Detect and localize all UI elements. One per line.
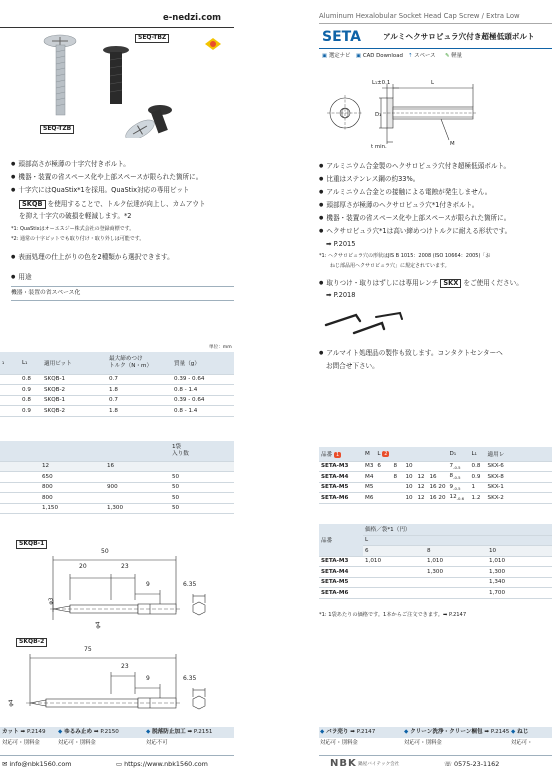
table-row: 0.9 SKQB-2 1.8 0.8 - 1.4 [0,385,234,396]
table-row: 800 900 50 [0,482,234,493]
wrench-image [320,303,410,343]
cad-icon: ▣ [356,53,362,59]
table-row: 0.9 SKQB-2 1.8 0.8 - 1.4 [0,406,234,417]
right-bullet-alumite-2: お問合せ下さい。 [326,362,379,370]
nav-space: ⇡ スペース [408,53,436,59]
dim-m: M [450,141,455,147]
dim-phi4b: φ4 [8,699,15,707]
right-note-1b: ねじ部品用ヘクサロビュラ穴」に規定されています。 [330,263,450,269]
left-bullet-3-line2 [19,200,206,209]
right-spec-table [319,447,552,504]
price-note: *1: 1袋あたりの価格です。1本からご注文できます。➡ P.2147 [319,612,467,618]
tag-thread-sub: 対応可・ [511,740,533,746]
dim-635: 6.35 [183,581,197,588]
product-title: SETA [322,29,361,45]
nav-select[interactable]: ▣ 選定ナビ [322,53,351,59]
tag-clean[interactable]: ◆ クリーン洗浄・クリーン梱包 ➡ P.2145 [404,729,510,735]
series-rule [319,23,552,24]
dim-20: 20 [79,563,87,570]
usage-rule-2 [11,300,234,301]
dim-phi4: φ4 [95,621,102,629]
right-price-table: 品番 価格／袋*1（円） L 6 8 10 SETA-M3 1,010 1,010 1,010 SETA-M4 1,300 1,300 SETA-M5 1,340 SETA-M6 1,700 [319,524,552,599]
brand-url[interactable]: e-nedzi.com [163,13,222,23]
email-link[interactable]: ✉ info@nbk1560.com [2,760,72,768]
th-part: 品番 1 [319,447,363,461]
nav-light: ✎ 軽量 [445,53,463,59]
left-bullet-3: ● 十字穴にはQuaStix*1を採用。QuaStix対応の専用ビット [11,187,190,195]
left-bullet-1: ● 頭部高さが極薄の十字穴付きボルト。 [11,161,130,169]
tag-bulk[interactable]: ◆ バラ売り ➡ P.2147 [320,729,376,735]
dim-75: 75 [84,646,92,653]
tag-lock-sub: 対応可・別料金 [58,740,96,746]
right-bullet-6: ● ヘクサロビュラ穴*1は高い締めつけトルクに耐える形状です。 [319,228,511,236]
dim-phi3: φ3 [48,597,55,605]
right-bullet-tool: ● 取りつけ・取りはずしには専用レンチ SKX をご使用ください。 [319,279,523,288]
label-seq-tbz: SEQ-TBZ [135,34,169,43]
mail-icon: ✉ [2,760,8,768]
th-l12: 12 [40,461,105,472]
tag-clean-sub: 対応可・別料金 [404,740,442,746]
th-bitr: 適用レ [486,447,552,461]
left-price-table [0,441,234,514]
th-l16: 16 [105,461,170,472]
dim-50: 50 [101,548,109,555]
th-torque: 最大締めつけ トルク（N・m） [107,352,172,374]
monitor-icon: ▭ [116,760,123,768]
th-d1r: D₁ [448,447,470,461]
left-bullet-finish: ● 表面処理の仕上がりの色を2種類から選択できます。 [11,254,174,262]
right-note-1a: *1: ヘクサロビュラ穴の形状はJIS B 1015：2008 (ISO 10664：2005)「お [319,253,491,259]
title-rule [319,48,552,49]
navi-icon: ▣ [322,53,328,59]
dim-23: 23 [121,563,129,570]
skqb2-drawing [10,648,230,724]
skqb-box[interactable]: SKQB [19,200,46,209]
left-bullet-3-text2: を使用することで、トルク伝達が向上し、カムアウト [47,200,206,208]
table-row: SETA-M5 1,340 [319,577,552,588]
dim-23b: 23 [121,663,129,670]
usage-title: ● 用途 [11,274,32,282]
right-bullet-5: ● 機器・装置の省スペース化や上部スペースが限られた箇所に。 [319,215,510,223]
tag-bulk-sub: 対応可・別料金 [320,740,358,746]
th-l-price: L [363,535,552,546]
th-pack: 1袋 入り数 [170,441,234,461]
right-bullet-3: ● アルミニウム合金との接触による電蝕が発生しません。 [319,189,491,197]
table-row: SETA-M3 1,010 1,010 1,010 [319,556,552,567]
right-bullet-4: ● 頭部厚さが極薄のヘクサロビュラ穴*1付きボルト。 [319,202,478,210]
th-part-price: 品番 [319,524,363,556]
th-price: 価格／袋*1（円） [363,524,552,535]
skx-box[interactable]: SKX [440,279,461,288]
label-seq-tzb: SEQ-TZB [40,125,74,134]
dim-l: L [431,80,435,86]
usage-rule [11,286,234,287]
right-bottom-rule [319,755,552,756]
tag-drop-sub: 対応不可 [146,740,168,746]
tag-cut-sub: 対応可・別料金 [2,740,40,746]
product-subtitle: アルミヘクサロビュラ穴付き超極低頭ボルト [383,32,535,41]
dim-9b: 9 [146,675,150,682]
company-name: 鍋屋バイテック会社 [358,762,400,767]
product-photo [0,30,234,138]
dim-635b: 6.35 [183,675,197,682]
screw-diagram [319,80,499,155]
skqb2-label: SKQB-2 [16,638,47,647]
dim-t: t min. [371,144,387,150]
phone-number[interactable]: ☏ 0575-23-1162 [444,760,500,768]
table-row: 0.8 SKQB-1 0.7 0.39 - 0.64 [0,374,234,385]
right-bullet-alumite: ● アルマイト処理品の製作も致します。コンタクトセンターへ [319,350,503,358]
left-note-2: *2: 通常の十字ビットでも取り付け・取り外しは可能です。 [11,236,145,242]
unit-label: 単位：mm [209,345,232,350]
left-spec-table [0,352,234,417]
right-bullet-2: ● 比重はステンレス鋼の約33%。 [319,176,419,184]
th-mass: 質量（g） [172,352,234,374]
table-row: 1,150 1,300 50 [0,503,234,514]
table-row: SETA-M6 1,700 [319,588,552,599]
table-row: SETA-M5 M5 10 12 16 20 $9_{-0.5}$ 1 SKX-1 [319,482,552,493]
table-row: 0.8 SKQB-1 0.7 0.39 - 0.64 [0,395,234,406]
feather-icon: ✎ [445,53,450,59]
table-row: 650 50 [0,472,234,483]
left-bottom-rule [0,755,234,756]
skqb1-label: SKQB-1 [16,540,47,549]
ref-p2018[interactable]: ➡ P.2018 [326,291,356,299]
table-row: SETA-M6 M6 10 12 16 20 $12_{-0.6}$ 1.2 SKX-2 [319,493,552,504]
table-row: SETA-M3 M3 6 8 10 $7_{-0.5}$ 0.8 SKX-6 [319,461,552,472]
dim-l1: L₁±0.1 [372,80,391,86]
left-bullet-3-line3: を抑え十字穴の破損を軽減します。*2 [19,212,132,220]
left-bullet-2: ● 機器・装置の省スペース化や上部スペースが限られた箇所に。 [11,174,202,182]
dim-9: 9 [146,581,150,588]
th-l1: L₁ [20,352,42,374]
tag-thread[interactable]: ◆ ねじ [511,729,529,735]
nbk-logo: NBK [330,758,357,769]
website-link[interactable]: ▭ https://www.nbk1560.com [116,760,208,768]
space-icon: ⇡ [408,53,413,59]
skqb1-drawing [10,550,230,635]
dim-d1: D₁ [375,112,382,118]
th-d1: ₁ [0,352,20,374]
table-row: 800 50 [0,493,234,504]
tag-drop[interactable]: ◆ 脱落防止加工 ➡ P.2151 [146,729,213,735]
series-title: Aluminum Hexalobular Socket Head Cap Screw / Extra Low [319,12,520,20]
phone-icon: ☏ [444,760,452,768]
th-m: M [363,447,375,461]
th-l: L 2 [375,447,391,461]
tag-cut[interactable]: カット ➡ P.2149 [2,729,46,735]
th-bit: 適用ビット [42,352,107,374]
th-l1r: L₁ [470,447,486,461]
usage-text: 機器・装置の省スペース化 [11,290,81,296]
tag-lock[interactable]: ◆ ゆるみ止め ➡ P.2150 [58,729,119,735]
header-rule [0,27,234,28]
ref-p2015[interactable]: ➡ P.2015 [326,240,356,248]
table-row: SETA-M4 M4 8 10 12 16 $8_{-0.5}$ 0.9 SKX-8 [319,472,552,483]
left-note-1: *1: QuaStixはオーエスジー株式会社の登録商標です。 [11,226,135,232]
table-row: SETA-M4 1,300 1,300 [319,567,552,578]
nav-cad[interactable]: ▣ CAD Download [356,53,403,59]
right-bullet-1: ● アルミニウム合金製のヘクサロビュラ穴付き超極低頭ボルト。 [319,163,510,171]
